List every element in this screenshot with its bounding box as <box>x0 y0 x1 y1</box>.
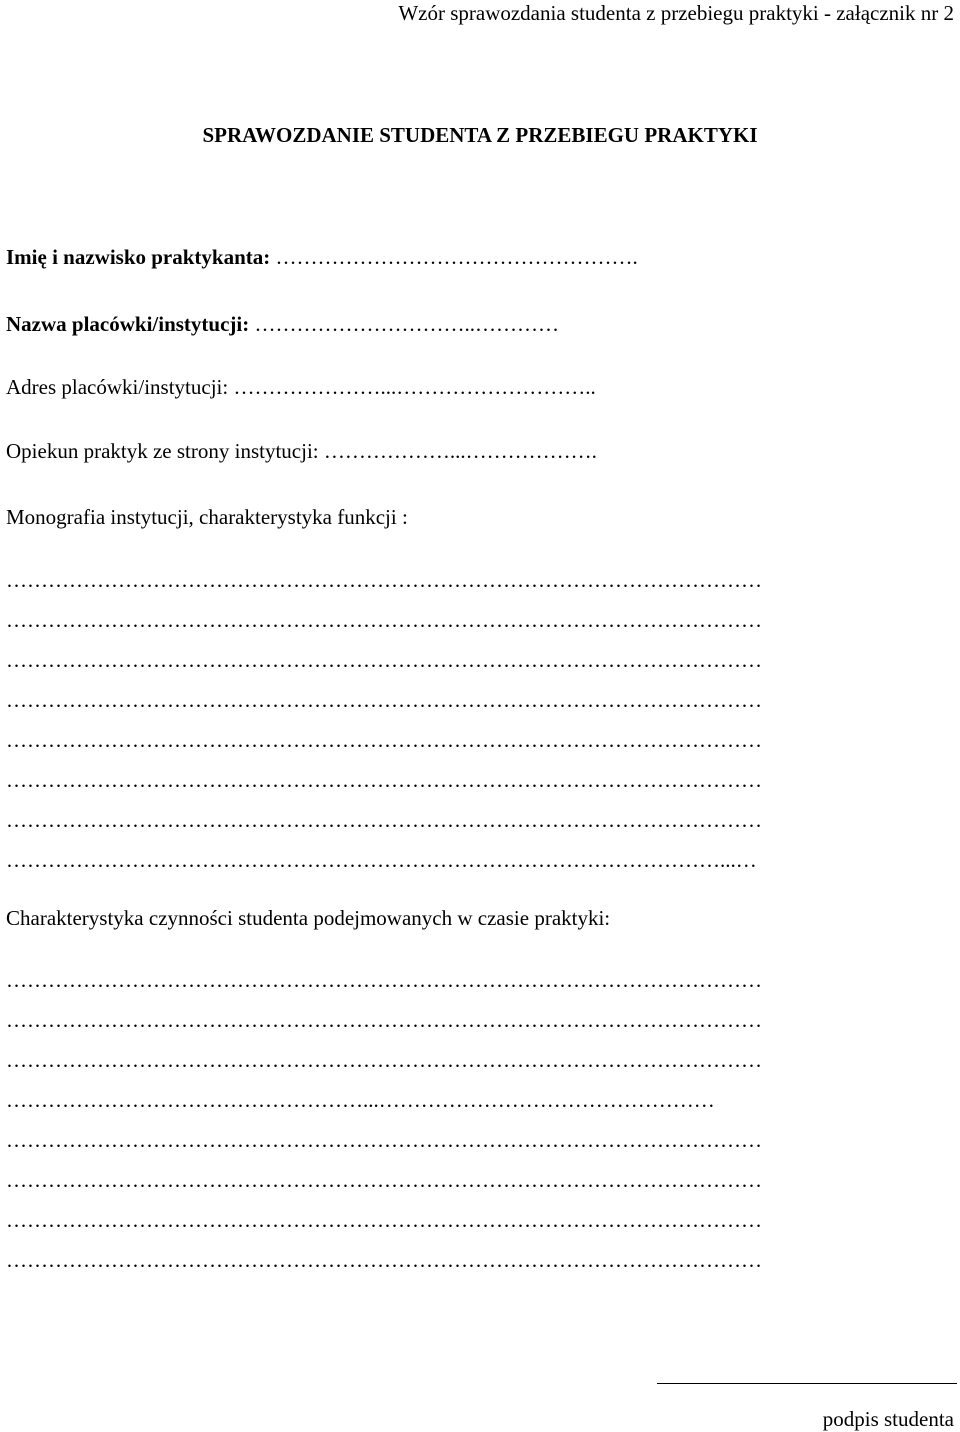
activities-line[interactable]: ……………………………………………………………………………………………… <box>6 968 762 992</box>
activities-line[interactable]: ……………………………………………………………………………………………… <box>6 1128 762 1152</box>
monograph-line[interactable]: ……………………………………………………………………………………………… <box>6 648 762 672</box>
activities-line[interactable]: ……………………………………………………………………………………………… <box>6 1208 762 1232</box>
monograph-line[interactable]: ……………………………………………………………………………………………… <box>6 808 762 832</box>
header-note: Wzór sprawozdania studenta z przebiegu praktyki - załącznik nr 2 <box>398 1 954 25</box>
institution-address-label: Adres placówki/instytucji: <box>6 375 229 399</box>
activities-line[interactable]: ……………………………………………………………………………………………… <box>6 1248 762 1272</box>
signature-label: podpis studenta <box>822 1407 954 1431</box>
activities-line[interactable]: ……………………………………………………………………………………………… <box>6 1008 762 1032</box>
student-name-field[interactable] <box>6 244 638 270</box>
institution-address-dots[interactable]: …………………...……………………….. <box>228 375 596 399</box>
institution-name-dots[interactable]: …………………………..………… <box>249 312 559 336</box>
monograph-line[interactable]: …………………………………………………………………………………………...… <box>6 848 757 872</box>
monograph-line[interactable]: ……………………………………………………………………………………………… <box>6 688 762 712</box>
supervisor-dots[interactable]: ………………...………………. <box>318 439 597 463</box>
activities-line[interactable]: ……………………………………………………………………………………………… <box>6 1168 762 1192</box>
activities-line[interactable]: ……………………………………………………………………………………………… <box>6 1048 762 1072</box>
signature-line[interactable] <box>657 1383 957 1384</box>
monograph-label: Monografia instytucji, charakterystyka funkcji : <box>6 505 408 529</box>
document-title: SPRAWOZDANIE STUDENTA Z PRZEBIEGU PRAKTYKI <box>202 123 758 147</box>
monograph-line[interactable]: ……………………………………………………………………………………………… <box>6 768 762 792</box>
supervisor-field[interactable] <box>6 438 597 464</box>
student-name-label: Imię i nazwisko praktykanta: <box>6 245 271 269</box>
activities-label: Charakterystyka czynności studenta podejmowanych w czasie praktyki: <box>6 906 611 930</box>
supervisor-label: Opiekun praktyk ze strony instytucji: <box>6 439 319 463</box>
monograph-line[interactable]: ……………………………………………………………………………………………… <box>6 728 762 752</box>
monograph-line[interactable]: ……………………………………………………………………………………………… <box>6 568 762 592</box>
institution-name-field[interactable] <box>6 311 559 337</box>
institution-address-field[interactable] <box>6 374 596 400</box>
monograph-line[interactable]: ……………………………………………………………………………………………… <box>6 608 762 632</box>
institution-name-label: Nazwa placówki/instytucji: <box>6 312 250 336</box>
student-name-dots[interactable]: ……………………………………………. <box>270 245 638 269</box>
activities-line[interactable]: ……………………………………………...………………………………………… <box>6 1088 715 1112</box>
